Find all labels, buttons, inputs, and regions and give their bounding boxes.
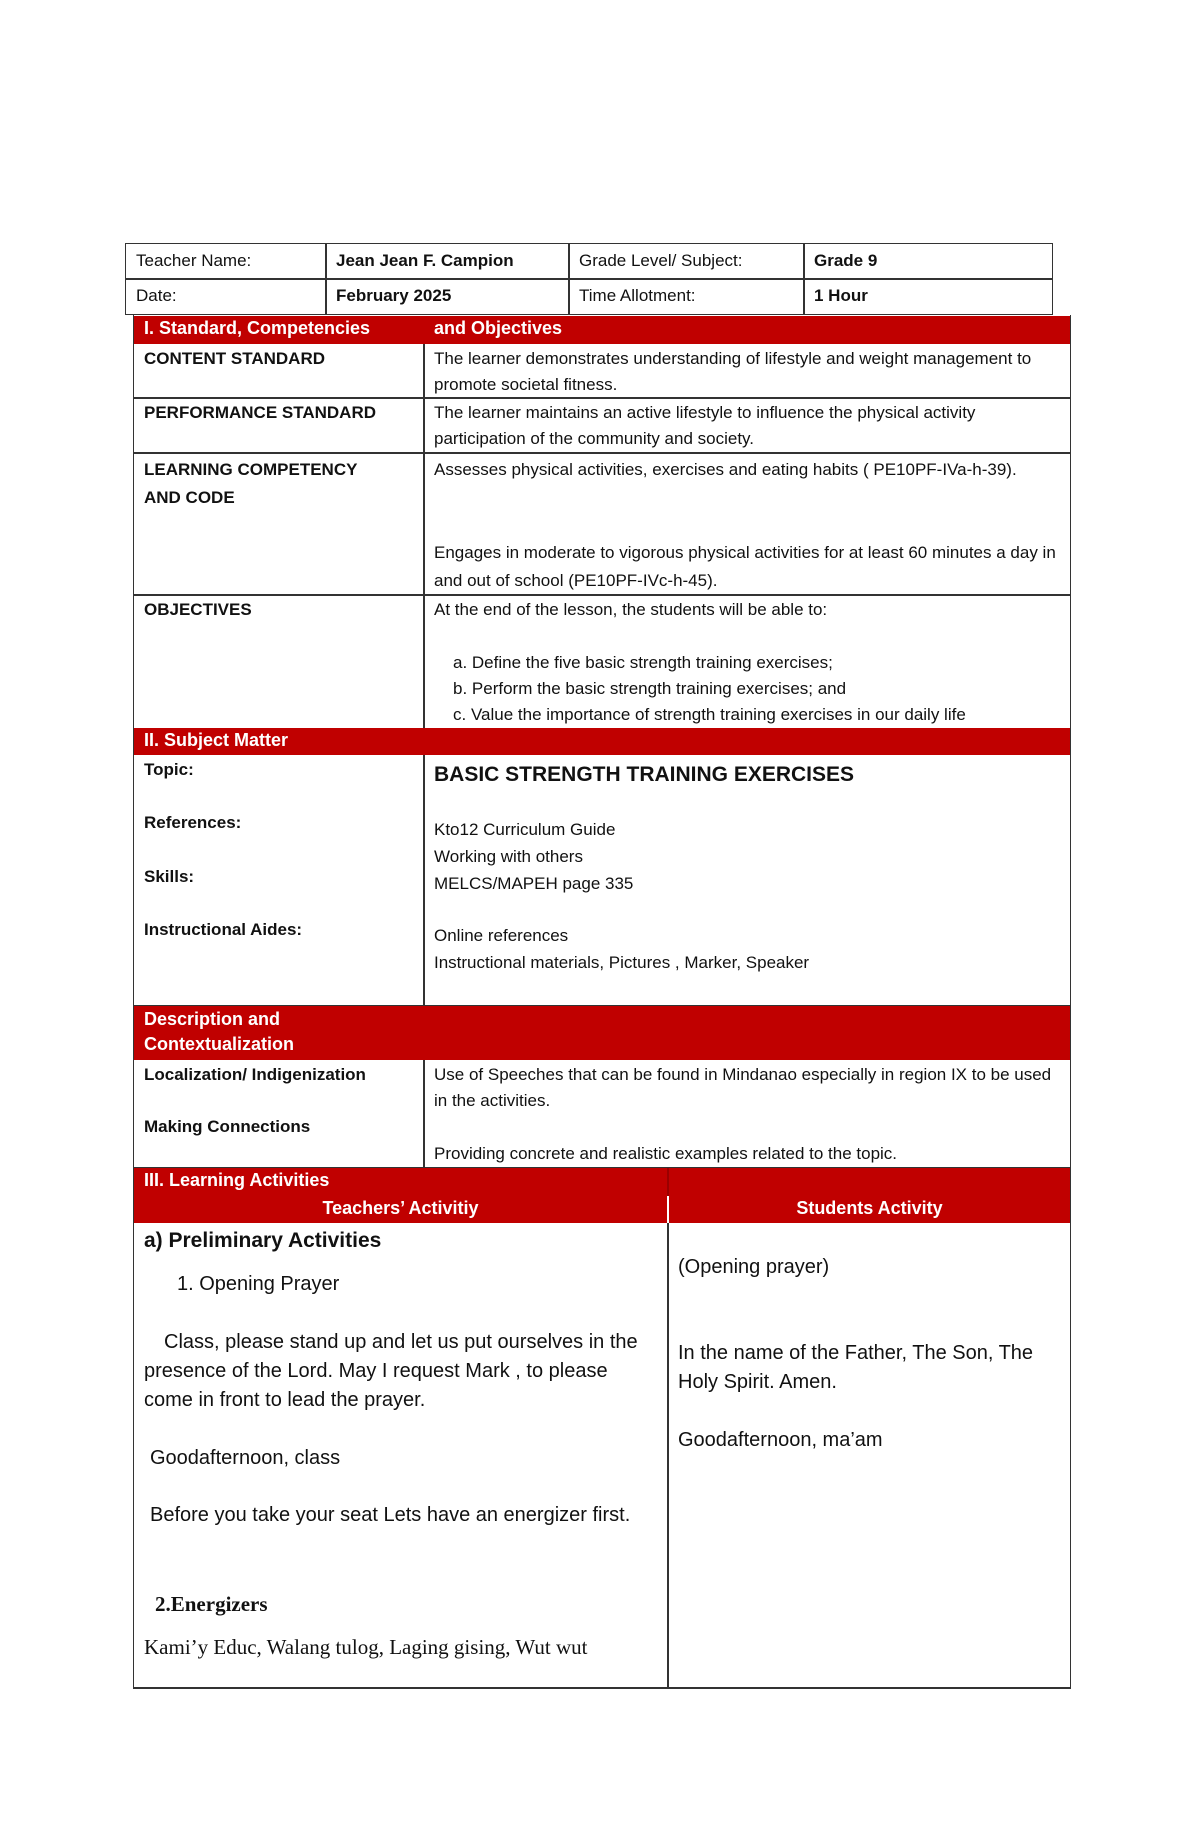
teacher-prayer-text: Class, please stand up and let us put ourselves in the presence of the Lord. May I request Mark , to please come in front to lead the prayer. <box>144 1331 638 1411</box>
date-label: Date: <box>125 278 327 315</box>
reference-item: Kto12 Curriculum Guide <box>434 820 616 839</box>
making-connections-text: Providing concrete and realistic examples related to the topic. <box>434 1144 898 1163</box>
preliminary-activities: a) Preliminary Activities <box>144 1229 382 1252</box>
opening-prayer-heading: 1. Opening Prayer <box>177 1273 340 1295</box>
grade-level-label: Grade Level/ Subject: <box>568 243 805 280</box>
teachers-activity-header: Teachers’ Activitiy <box>134 1196 667 1223</box>
time-allotment-label: Time Allotment: <box>568 278 805 315</box>
teacher-name-label: Teacher Name: <box>125 243 327 280</box>
learning-competency-text-2: Engages in moderate to vigorous physical activities for at least 60 minutes a day in and out of school (PE10PF-IVc-h-45). <box>434 543 1056 590</box>
reference-item: MELCS/MAPEH page 335 <box>434 874 634 893</box>
teacher-energizer-intro: Before you take your seat Lets have an energizer first. <box>150 1504 631 1526</box>
description-title: Description and Contextualization <box>144 1009 295 1054</box>
skills-label: Skills: <box>144 867 195 886</box>
learning-competency-text-1: Assesses physical activities, exercises and eating habits ( PE10PF-IVa-h-39). <box>434 460 1017 479</box>
energizer-text: Kami’y Educ, Walang tulog, Laging gising, Wut wut <box>144 1635 588 1659</box>
date-value: February 2025 <box>325 278 570 315</box>
making-connections-label: Making Connections <box>144 1117 311 1136</box>
teacher-name-value: Jean Jean F. Campion <box>325 243 570 280</box>
performance-standard-text: The learner maintains an active lifestyle to influence the physical activity participation of the community and society. <box>434 403 976 448</box>
energizers-heading: 2.Energizers <box>155 1592 268 1616</box>
performance-standard-label: PERFORMANCE STANDARD <box>144 403 377 422</box>
references-label: References: <box>144 813 242 832</box>
localization-label: Localization/ Indigenization <box>144 1065 366 1084</box>
teacher-greeting: Goodafternoon, class <box>150 1447 341 1469</box>
time-allotment-value: 1 Hour <box>803 278 1053 315</box>
topic-value: BASIC STRENGTH TRAINING EXERCISES <box>434 763 855 786</box>
objective-item: c. Value the importance of strength training exercises in our daily life <box>453 705 966 724</box>
content-standard-text: The learner demonstrates understanding of lifestyle and weight management to promote societal fitness. <box>434 349 1032 394</box>
section1-title-left: I. Standard, Competencies <box>144 318 371 338</box>
student-prayer-text: In the name of the Father, The Son, The Holy Spirit. Amen. <box>678 1342 1034 1393</box>
section1-header <box>134 316 1070 344</box>
section1-title-right: and Objectives <box>434 318 563 338</box>
main-table-frame <box>133 315 1071 1689</box>
objectives-intro: At the end of the lesson, the students will be able to: <box>434 600 828 619</box>
description-header <box>134 1006 1070 1060</box>
objectives-label: OBJECTIVES <box>144 600 252 619</box>
aide-item: Instructional materials, Pictures , Marker, Speaker <box>434 953 810 972</box>
students-activity-header: Students Activity <box>669 1196 1070 1223</box>
student-greeting: Goodafternoon, ma’am <box>678 1429 883 1451</box>
section3-header: III. Learning Activities <box>134 1168 1070 1196</box>
section2-header: II. Subject Matter <box>134 728 1070 755</box>
content-standard-label: CONTENT STANDARD <box>144 349 326 368</box>
aide-item: Online references <box>434 926 569 945</box>
topic-label: Topic: <box>144 760 194 779</box>
objective-item: b. Perform the basic strength training exercises; and <box>453 679 847 698</box>
student-opening-prayer: (Opening prayer) <box>678 1256 830 1278</box>
objective-item: a. Define the five basic strength training exercises; <box>453 653 833 672</box>
learning-competency-label: LEARNING COMPETENCY AND CODE <box>144 460 358 507</box>
instructional-aides-label: Instructional Aides: <box>144 920 303 939</box>
grade-level-value: Grade 9 <box>803 243 1053 280</box>
localization-text: Use of Speeches that can be found in Mindanao especially in region IX to be used in the activities. <box>434 1065 1052 1110</box>
reference-item: Working with others <box>434 847 583 866</box>
